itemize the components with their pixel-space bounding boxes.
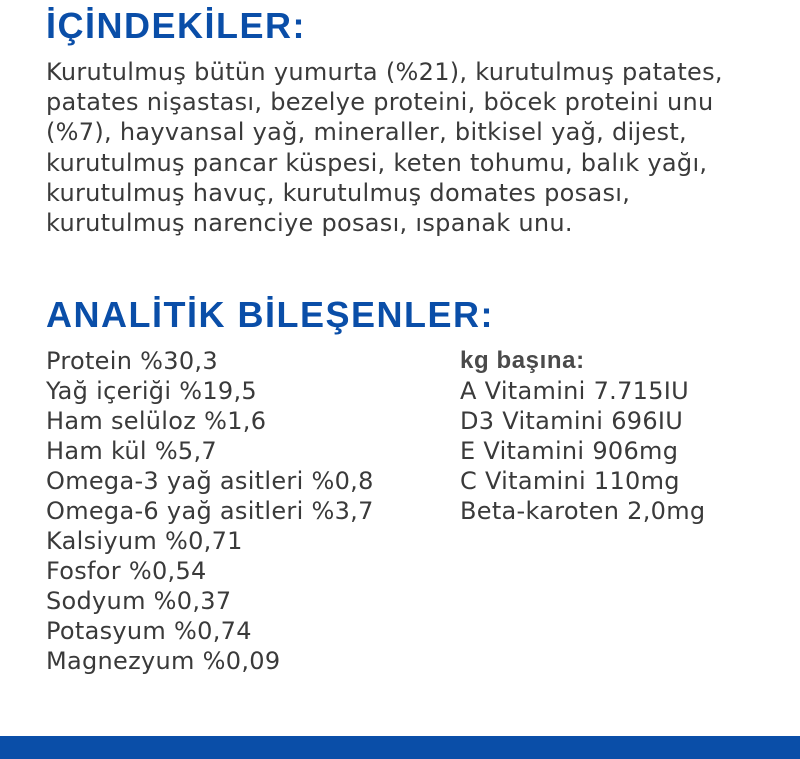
component-item: Protein %30,3 — [46, 347, 218, 375]
component-item: Ham selüloz %1,6 — [46, 407, 267, 435]
analytic-components-list — [46, 346, 446, 676]
component-item: Omega-3 yağ asitleri %0,8 — [46, 467, 374, 495]
bottom-brand-bar — [0, 736, 800, 759]
ingredients-text: Kurutulmuş bütün yumurta (%21), kurutulmuş patates, patates nişastası, bezelye proteini, böcek proteini unu (%7), hayvansal yağ, mineraller, bitkisel yağ, dijest, kurutulmuş pancar küspesi, keten tohumu, balık yağı, kurutulmuş havuç, kurutulmuş domates posası, kurutulmuş narenciye posası, ıspanak unu. — [46, 58, 723, 238]
vitamin-item: D3 Vitamini 696IU — [460, 407, 684, 435]
vitamin-item: Beta-karoten 2,0mg — [460, 497, 706, 525]
component-item: Ham kül %5,7 — [46, 437, 218, 465]
component-item: Potasyum %0,74 — [46, 617, 252, 645]
analytic-components-heading: ANALİTİK BİLEŞENLER: — [46, 294, 494, 335]
vitamins-list — [460, 346, 780, 526]
component-item: Fosfor %0,54 — [46, 557, 207, 585]
component-item: Omega-6 yağ asitleri %3,7 — [46, 497, 374, 525]
ingredients-heading: İÇİNDEKİLER: — [46, 5, 306, 46]
component-item: Magnezyum %0,09 — [46, 647, 281, 675]
vitamin-item: A Vitamini 7.715IU — [460, 377, 690, 405]
component-item: Kalsiyum %0,71 — [46, 527, 243, 555]
vitamin-item: C Vitamini 110mg — [460, 467, 680, 495]
component-item: Sodyum %0,37 — [46, 587, 232, 615]
per-kg-title: kg başına: — [460, 347, 585, 374]
component-item: Yağ içeriği %19,5 — [46, 377, 257, 405]
vitamin-item: E Vitamini 906mg — [460, 437, 679, 465]
